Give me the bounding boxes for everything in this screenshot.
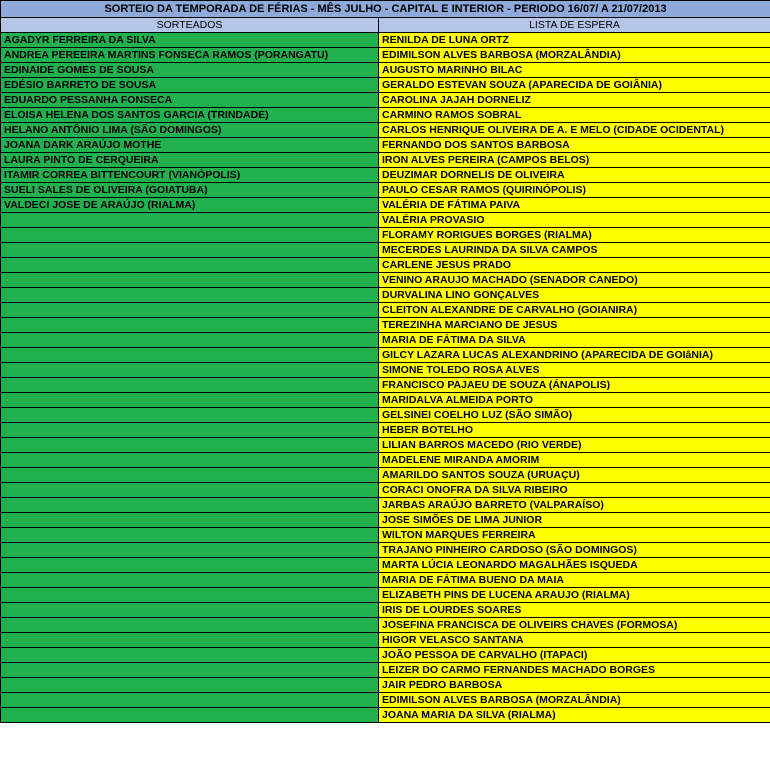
table-row	[1, 273, 770, 288]
cell-sorteado[interactable]	[1, 408, 379, 423]
table-row	[1, 558, 770, 573]
table-row	[1, 708, 770, 723]
table-row	[1, 228, 770, 243]
table-row	[1, 153, 770, 168]
table-row	[1, 693, 770, 708]
cell-sorteado[interactable]	[1, 663, 379, 678]
cell-lista-espera[interactable]: MARIA DE FÁTIMA DA SILVA	[379, 333, 770, 348]
cell-sorteado[interactable]	[1, 573, 379, 588]
table-row	[1, 393, 770, 408]
cell-lista-espera[interactable]: MARTA LÚCIA LEONARDO MAGALHÃES ISQUEDA	[379, 558, 770, 573]
cell-sorteado[interactable]: JOANA DARK ARAÚJO MOTHE	[1, 138, 379, 153]
cell-sorteado[interactable]: ANDREA PEREEIRA MARTINS FONSECA RAMOS (PORANGATU)	[1, 48, 379, 63]
cell-sorteado[interactable]	[1, 483, 379, 498]
cell-sorteado[interactable]	[1, 393, 379, 408]
cell-lista-espera[interactable]: AUGUSTO MARINHO BILAC	[379, 63, 770, 78]
table-row	[1, 63, 770, 78]
cell-lista-espera[interactable]: CARLOS HENRIQUE OLIVEIRA DE A. E MELO (CIDADE OCIDENTAL)	[379, 123, 770, 138]
cell-lista-espera[interactable]: IRON ALVES PEREIRA (CAMPOS BELOS)	[379, 153, 770, 168]
cell-lista-espera[interactable]: WILTON MARQUES FERREIRA	[379, 528, 770, 543]
table-row	[1, 408, 770, 423]
table-row	[1, 183, 770, 198]
cell-sorteado[interactable]	[1, 243, 379, 258]
table-row	[1, 333, 770, 348]
cell-sorteado[interactable]	[1, 273, 379, 288]
cell-lista-espera[interactable]: FERNANDO DOS SANTOS BARBOSA	[379, 138, 770, 153]
table-row	[1, 108, 770, 123]
cell-sorteado[interactable]	[1, 423, 379, 438]
cell-lista-espera[interactable]: FLORAMY RORIGUES BORGES (RIALMA)	[379, 228, 770, 243]
cell-sorteado[interactable]	[1, 513, 379, 528]
table-row	[1, 243, 770, 258]
header-sorteados[interactable]: SORTEADOS	[1, 18, 379, 33]
cell-sorteado[interactable]	[1, 438, 379, 453]
cell-sorteado[interactable]	[1, 318, 379, 333]
cell-lista-espera[interactable]: CARLENE JESUS PRADO	[379, 258, 770, 273]
sheet-title[interactable]: SORTEIO DA TEMPORADA DE FÉRIAS - MÊS JULHO - CAPITAL E INTERIOR - PERIODO 16/07/ A 21/07/2013	[1, 1, 770, 18]
table-row	[1, 138, 770, 153]
table-row	[1, 78, 770, 93]
table-row	[1, 618, 770, 633]
cell-sorteado[interactable]: VALDECI JOSE DE ARAÚJO (RIALMA)	[1, 198, 379, 213]
table-row	[1, 678, 770, 693]
cell-lista-espera[interactable]: PAULO CESAR RAMOS (QUIRINÓPOLIS)	[379, 183, 770, 198]
cell-lista-espera[interactable]: VENINO ARAUJO MACHADO (SENADOR CANEDO)	[379, 273, 770, 288]
cell-lista-espera[interactable]: GILCY LAZARA LUCAS ALEXANDRINO (APARECIDA DE GOIâNIA)	[379, 348, 770, 363]
cell-sorteado[interactable]: EDINAIDE GOMES DE SOUSA	[1, 63, 379, 78]
cell-sorteado[interactable]	[1, 633, 379, 648]
cell-sorteado[interactable]: LAURA PINTO DE CERQUEIRA	[1, 153, 379, 168]
table-row	[1, 258, 770, 273]
table-row	[1, 588, 770, 603]
cell-sorteado[interactable]: AGADYR FERREIRA DA SILVA	[1, 33, 379, 48]
cell-sorteado[interactable]: EDÉSIO BARRETO DE SOUSA	[1, 78, 379, 93]
cell-lista-espera[interactable]: JOÃO PESSOA DE CARVALHO (ITAPACI)	[379, 648, 770, 663]
cell-lista-espera[interactable]: DURVALINA LINO GONÇALVES	[379, 288, 770, 303]
table-row	[1, 573, 770, 588]
table-row	[1, 123, 770, 138]
header-lista-espera[interactable]: LISTA DE ESPERA	[379, 18, 770, 33]
cell-lista-espera[interactable]: LEIZER DO CARMO FERNANDES MACHADO BORGES	[379, 663, 770, 678]
table-row	[1, 303, 770, 318]
cell-sorteado[interactable]	[1, 288, 379, 303]
cell-lista-espera[interactable]: CLEITON ALEXANDRE DE CARVALHO (GOIANIRA)	[379, 303, 770, 318]
table-row	[1, 348, 770, 363]
cell-sorteado[interactable]	[1, 348, 379, 363]
cell-lista-espera[interactable]: RENILDA DE LUNA ORTZ	[379, 33, 770, 48]
cell-lista-espera[interactable]: JOSEFINA FRANCISCA DE OLIVEIRS CHAVES (FORMOSA)	[379, 618, 770, 633]
cell-lista-espera[interactable]: JOANA MARIA DA SILVA (RIALMA)	[379, 708, 770, 723]
cell-sorteado[interactable]	[1, 528, 379, 543]
table-row	[1, 288, 770, 303]
cell-lista-espera[interactable]: VALÉRIA PROVASIO	[379, 213, 770, 228]
cell-sorteado[interactable]	[1, 498, 379, 513]
cell-lista-espera[interactable]: MECERDES LAURINDA DA SILVA CAMPOS	[379, 243, 770, 258]
cell-sorteado[interactable]: EDUARDO PESSANHA FONSECA	[1, 93, 379, 108]
table-row	[1, 513, 770, 528]
table-row	[1, 318, 770, 333]
table-row	[1, 543, 770, 558]
cell-lista-espera[interactable]: TEREZINHA MARCIANO DE JESUS	[379, 318, 770, 333]
table-row	[1, 438, 770, 453]
table-row	[1, 378, 770, 393]
cell-sorteado[interactable]	[1, 213, 379, 228]
cell-sorteado[interactable]	[1, 258, 379, 273]
cell-sorteado[interactable]	[1, 333, 379, 348]
table-row	[1, 93, 770, 108]
cell-lista-espera[interactable]: HIGOR VELASCO SANTANA	[379, 633, 770, 648]
cell-lista-espera[interactable]: EDIMILSON ALVES BARBOSA (MORZALÂNDIA)	[379, 48, 770, 63]
title-row	[1, 1, 770, 18]
table-row	[1, 648, 770, 663]
table-row	[1, 603, 770, 618]
cell-sorteado[interactable]	[1, 228, 379, 243]
cell-lista-espera[interactable]: JARBAS ARAÚJO BARRETO (VALPARAÍSO)	[379, 498, 770, 513]
cell-lista-espera[interactable]: AMARILDO SANTOS SOUZA (URUAÇU)	[379, 468, 770, 483]
cell-sorteado[interactable]	[1, 648, 379, 663]
cell-sorteado[interactable]	[1, 603, 379, 618]
cell-sorteado[interactable]: SUELI SALES DE OLIVEIRA (GOIATUBA)	[1, 183, 379, 198]
table-row	[1, 363, 770, 378]
table-body	[1, 33, 770, 723]
table-row	[1, 48, 770, 63]
cell-lista-espera[interactable]: LILIAN BARROS MACEDO (RIO VERDE)	[379, 438, 770, 453]
cell-lista-espera[interactable]: GELSINEI COELHO LUZ (SÃO SIMÃO)	[379, 408, 770, 423]
table-row	[1, 168, 770, 183]
cell-sorteado[interactable]	[1, 693, 379, 708]
cell-lista-espera[interactable]: JOSE SIMÕES DE LIMA JUNIOR	[379, 513, 770, 528]
cell-sorteado[interactable]: ELOISA HELENA DOS SANTOS GARCIA (TRINDADE)	[1, 108, 379, 123]
table-row	[1, 198, 770, 213]
cell-lista-espera[interactable]: HEBER BOTELHO	[379, 423, 770, 438]
cell-sorteado[interactable]	[1, 558, 379, 573]
cell-lista-espera[interactable]: GERALDO ESTEVAN SOUZA (APARECIDA DE GOIÂNIA)	[379, 78, 770, 93]
table-row	[1, 453, 770, 468]
cell-sorteado[interactable]	[1, 363, 379, 378]
header-row	[1, 18, 770, 33]
cell-sorteado[interactable]: ITAMIR CORREA BITTENCOURT (VIANÓPOLIS)	[1, 168, 379, 183]
table-row	[1, 483, 770, 498]
table-row	[1, 663, 770, 678]
cell-lista-espera[interactable]: TRAJANO PINHEIRO CARDOSO (SÃO DOMINGOS)	[379, 543, 770, 558]
table-row	[1, 498, 770, 513]
cell-lista-espera[interactable]: ELIZABETH PINS DE LUCENA ARAUJO (RIALMA)	[379, 588, 770, 603]
cell-sorteado[interactable]	[1, 303, 379, 318]
cell-lista-espera[interactable]: MADELENE MIRANDA AMORIM	[379, 453, 770, 468]
cell-lista-espera[interactable]: VALÉRIA DE FÁTIMA PAIVA	[379, 198, 770, 213]
cell-sorteado[interactable]	[1, 588, 379, 603]
cell-sorteado[interactable]	[1, 618, 379, 633]
cell-lista-espera[interactable]: MARIDALVA ALMEIDA PORTO	[379, 393, 770, 408]
table-row	[1, 33, 770, 48]
cell-lista-espera[interactable]: IRIS DE LOURDES SOARES	[379, 603, 770, 618]
table-row	[1, 468, 770, 483]
cell-lista-espera[interactable]: JAIR PEDRO BARBOSA	[379, 678, 770, 693]
cell-sorteado[interactable]	[1, 468, 379, 483]
table-row	[1, 423, 770, 438]
cell-lista-espera[interactable]: DEUZIMAR DORNELIS DE OLIVEIRA	[379, 168, 770, 183]
cell-lista-espera[interactable]: MARIA DE FÁTIMA BUENO DA MAIA	[379, 573, 770, 588]
cell-lista-espera[interactable]: FRANCISCO PAJAEU DE SOUZA (ÁNAPOLIS)	[379, 378, 770, 393]
cell-lista-espera[interactable]: EDIMILSON ALVES BARBOSA (MORZALÂNDIA)	[379, 693, 770, 708]
cell-lista-espera[interactable]: SIMONE TOLEDO ROSA ALVES	[379, 363, 770, 378]
table-row	[1, 213, 770, 228]
cell-sorteado[interactable]	[1, 543, 379, 558]
cell-lista-espera[interactable]: CAROLINA JAJAH DORNELIZ	[379, 93, 770, 108]
cell-lista-espera[interactable]: CORACI ONOFRA DA SILVA RIBEIRO	[379, 483, 770, 498]
cell-sorteado[interactable]	[1, 453, 379, 468]
cell-lista-espera[interactable]: CARMINO RAMOS SOBRAL	[379, 108, 770, 123]
cell-sorteado[interactable]	[1, 678, 379, 693]
cell-sorteado[interactable]	[1, 708, 379, 723]
cell-sorteado[interactable]: HELANO ANTÔNIO LIMA (SÃO DOMINGOS)	[1, 123, 379, 138]
cell-sorteado[interactable]	[1, 378, 379, 393]
table-row	[1, 633, 770, 648]
table-row	[1, 528, 770, 543]
